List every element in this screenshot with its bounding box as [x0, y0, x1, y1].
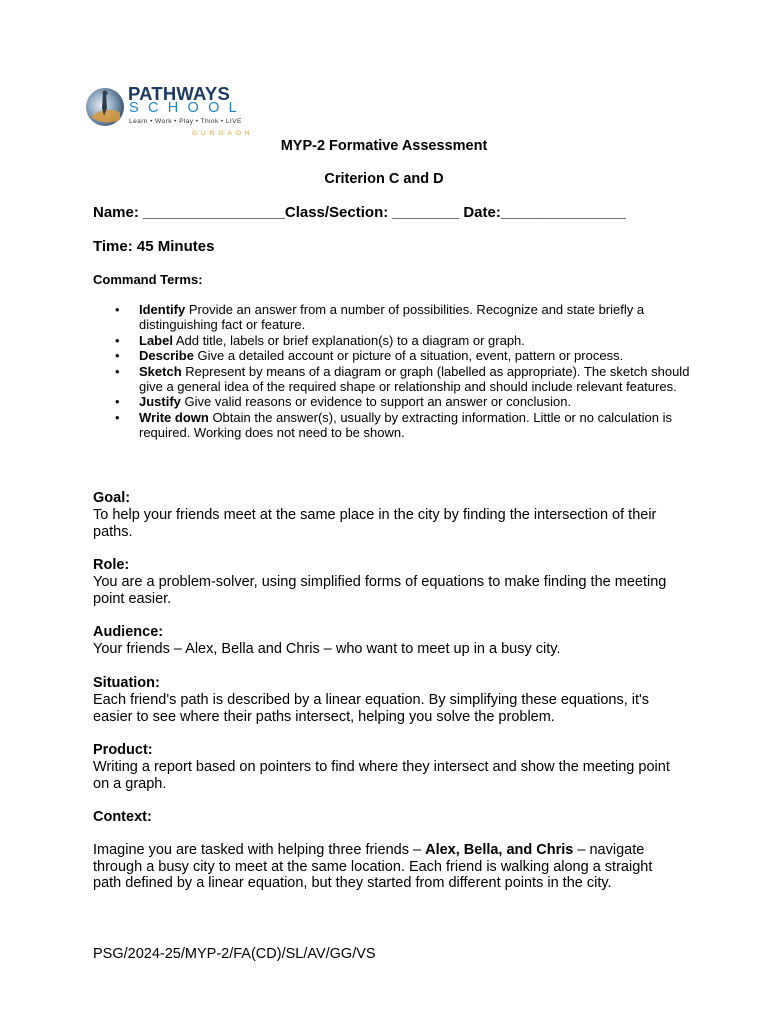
logo-name: PATHWAYS: [128, 83, 230, 104]
school-logo: [84, 84, 264, 140]
command-terms-list: [93, 302, 693, 441]
context-heading: Context:: [93, 809, 152, 825]
term: Write down: [139, 409, 209, 425]
student-info-line: [93, 204, 626, 221]
situation-section: [93, 675, 683, 725]
role-section: [93, 557, 683, 607]
audience-section: [93, 624, 683, 658]
term-desc: Add title, labels or brief explanation(s) to a diagram or graph.: [175, 332, 525, 348]
goal-heading: Goal:: [93, 490, 131, 506]
globe-emblem-icon: [84, 86, 126, 128]
list-item: [93, 394, 693, 409]
class-label: Class/Section:: [284, 204, 389, 221]
term: Justify: [139, 394, 181, 410]
term: Label: [139, 332, 173, 348]
audience-text: Your friends – Alex, Bella and Chris – who want to meet up in a busy city.: [93, 640, 561, 657]
goal-text: To help your friends meet at the same place in the city by finding the intersection of their paths.: [93, 506, 657, 540]
bullet-icon: •: [115, 302, 120, 317]
list-item: [93, 302, 693, 333]
situation-text: Each friend's path is described by a linear equation. By simplifying these equations, it's easier to see where their paths intersect, helping you solve the problem.: [93, 691, 650, 725]
context-text-start: Imagine you are tasked with helping three friends –: [93, 841, 426, 858]
list-item: [93, 410, 693, 441]
bullet-icon: •: [115, 332, 120, 348]
command-terms-heading: Command Terms:: [93, 272, 203, 287]
situation-heading: Situation:: [93, 675, 160, 691]
date-blank: _______________: [500, 204, 626, 221]
context-text: [93, 842, 683, 892]
term: Describe: [139, 348, 194, 364]
term: Identify: [139, 302, 186, 317]
list-item: [93, 333, 693, 348]
audience-heading: Audience:: [93, 624, 164, 640]
logo-tagline: Learn • Work • Play • Think • LIVE: [129, 118, 242, 125]
name-blank: _________________: [143, 204, 285, 221]
friends-names: Alex, Bella, and Chris: [425, 841, 574, 858]
bullet-icon: •: [115, 363, 120, 379]
term-desc: Give valid reasons or evidence to support an answer or conclusion.: [184, 394, 572, 410]
context-text-end: – navigate through a busy city to meet at the same location. Each friend is walking along a straight path defined by a linear equation, but they started from different points in the city.: [93, 841, 653, 892]
time-allowed: Time: 45 Minutes: [93, 238, 215, 255]
page-title: MYP-2 Formative Assessment: [280, 138, 488, 154]
class-blank: ________: [392, 204, 460, 221]
list-item: [93, 364, 693, 395]
term-desc: Obtain the answer(s), usually by extracting information. Little or no calculation is required. Working does not need to be shown.: [139, 409, 672, 441]
context-section: [93, 809, 683, 892]
role-text: You are a problem-solver, using simplified forms of equations to make finding the meeting point easier.: [93, 573, 667, 607]
date-label: Date:: [463, 204, 501, 221]
role-heading: Role:: [93, 557, 130, 573]
term-desc: Represent by means of a diagram or graph (labelled as appropriate). The sketch should give a general idea of the required shape or relationship and should include relevant features.: [139, 363, 690, 395]
term-desc: Provide an answer from a number of possibilities. Recognize and state briefly a distinguishing fact or feature.: [139, 302, 645, 333]
term-desc: Give a detailed account or picture of a situation, event, pattern or process.: [197, 348, 624, 364]
product-heading: Product:: [93, 742, 153, 758]
bullet-icon: •: [115, 394, 120, 410]
bullet-icon: •: [115, 348, 120, 364]
logo-campus: GURGAON: [192, 130, 254, 136]
logo-school: SCHOOL: [129, 100, 247, 116]
page-subtitle: Criterion C and D: [324, 171, 444, 187]
document-code: PSG/2024-25/MYP-2/FA(CD)/SL/AV/GG/VS: [93, 946, 376, 962]
bullet-icon: •: [115, 409, 120, 425]
list-item: [93, 348, 693, 363]
product-section: [93, 742, 683, 792]
product-text: Writing a report based on pointers to find where they intersect and show the meeting point on a graph.: [93, 758, 670, 792]
term: Sketch: [139, 363, 182, 379]
name-label: Name:: [93, 204, 139, 221]
goal-section: [93, 490, 683, 540]
